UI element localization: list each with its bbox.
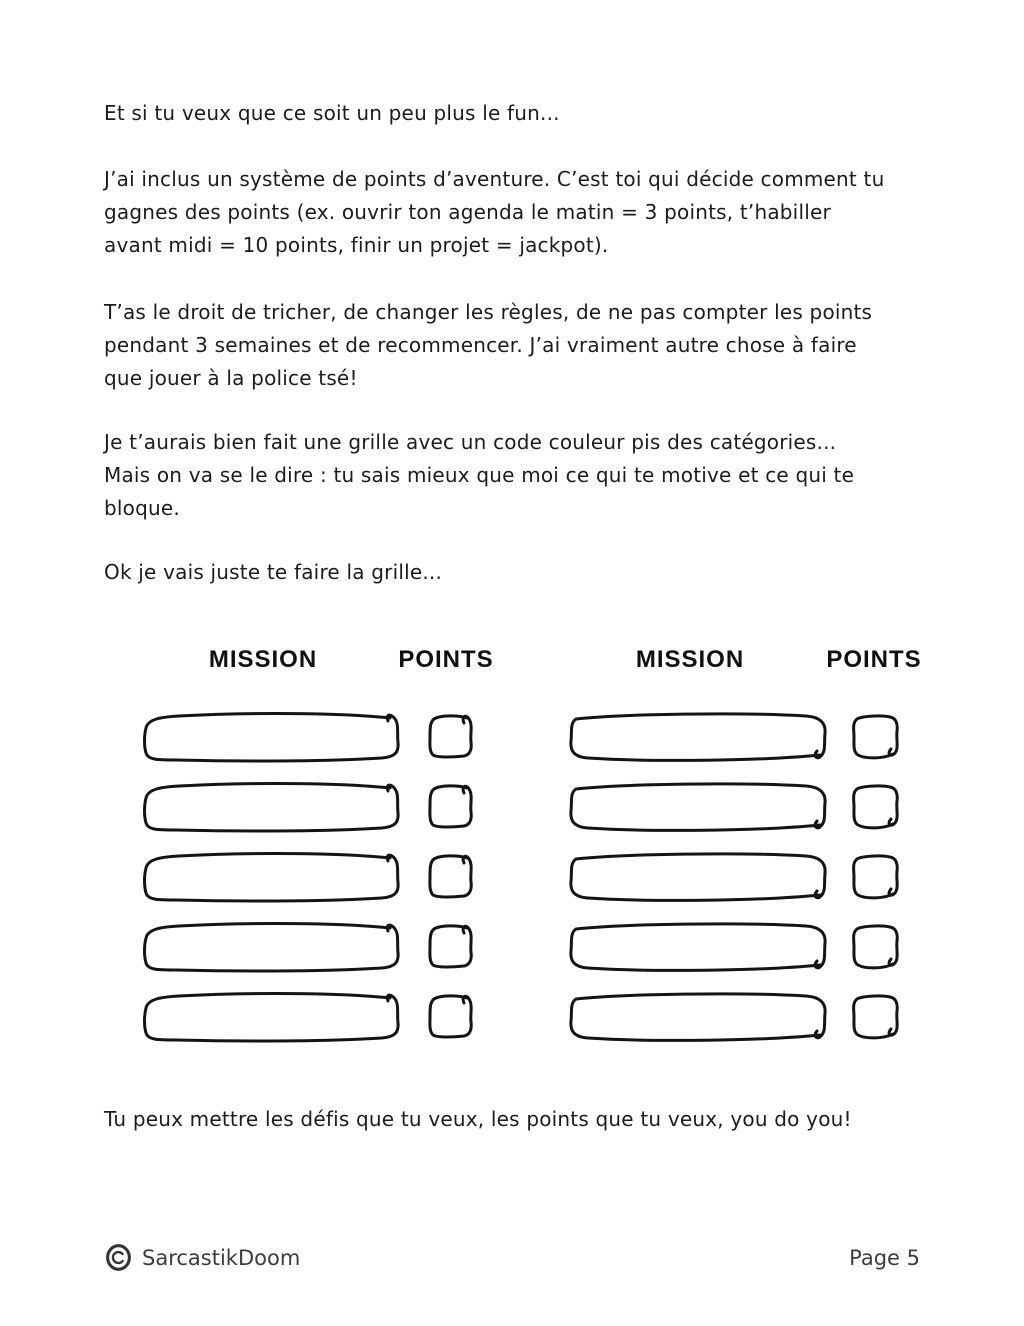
mission-field[interactable] [561, 709, 837, 765]
grid-row [137, 709, 903, 765]
points-field[interactable] [424, 991, 478, 1041]
brand [104, 1242, 300, 1273]
mission-field[interactable] [561, 989, 837, 1045]
paragraph-line: gagnes des points (ex. ouvrir ton agenda le matin = 3 points, t’habiller [104, 200, 831, 224]
mission-field[interactable] [137, 989, 409, 1045]
paragraph-grid-note [104, 426, 854, 525]
points-field[interactable] [847, 921, 903, 971]
paragraph-grid-intro [104, 556, 442, 589]
mission-points-grid [137, 709, 903, 1059]
points-field[interactable] [424, 851, 478, 901]
paragraph-line: Ok je vais juste te faire la grille... [104, 560, 443, 584]
outro-text: Tu peux mettre les défis que tu veux, les points que tu veux, you do you! [104, 1107, 852, 1131]
paragraph-line: pendant 3 semaines et de recommencer. J’ai vraiment autre chose à faire [104, 333, 857, 357]
paragraph-line: T’as le droit de tricher, de changer les règles, de ne pas compter les points [104, 300, 873, 324]
points-field[interactable] [847, 781, 903, 831]
points-field[interactable] [847, 851, 903, 901]
grid-header-points-right: POINTS [826, 646, 922, 673]
paragraph-intro [104, 97, 560, 130]
paragraph-line: avant midi = 10 points, finir un projet = jackpot). [104, 233, 609, 257]
mission-field[interactable] [561, 919, 837, 975]
points-field[interactable] [847, 711, 903, 761]
mission-field[interactable] [137, 779, 409, 835]
points-field[interactable] [424, 711, 478, 761]
grid-row [137, 919, 903, 975]
page-number: Page 5 [849, 1245, 920, 1270]
grid-row [137, 989, 903, 1045]
paragraph-line: Je t’aurais bien fait une grille avec un code couleur pis des catégories... [104, 430, 837, 454]
grid-row [137, 779, 903, 835]
points-field[interactable] [424, 781, 478, 831]
paragraph-rules [104, 296, 872, 395]
paragraph-line: J’ai inclus un système de points d’aventure. C’est toi qui décide comment tu [104, 167, 885, 191]
paragraph-points-system [104, 163, 884, 262]
paragraph-line: bloque. [104, 496, 180, 520]
mission-field[interactable] [137, 919, 409, 975]
paragraph-line: Mais on va se le dire : tu sais mieux que moi ce qui te motive et ce qui te [104, 463, 855, 487]
mission-field[interactable] [561, 779, 837, 835]
points-field[interactable] [847, 991, 903, 1041]
page-footer [104, 1242, 920, 1273]
grid-row [137, 849, 903, 905]
paragraph-line: que jouer à la police tsé! [104, 366, 358, 390]
grid-header-mission-right: MISSION [635, 646, 745, 673]
copyright-icon [104, 1242, 133, 1273]
points-field[interactable] [424, 921, 478, 971]
grid-header-points-left: POINTS [398, 646, 494, 673]
paragraph-line: Et si tu veux que ce soit un peu plus le fun... [104, 101, 560, 125]
brand-name: SarcastikDoom [142, 1245, 301, 1270]
mission-field[interactable] [137, 849, 409, 905]
grid-header-mission-left: MISSION [208, 646, 318, 673]
mission-field[interactable] [137, 709, 409, 765]
mission-field[interactable] [561, 849, 837, 905]
